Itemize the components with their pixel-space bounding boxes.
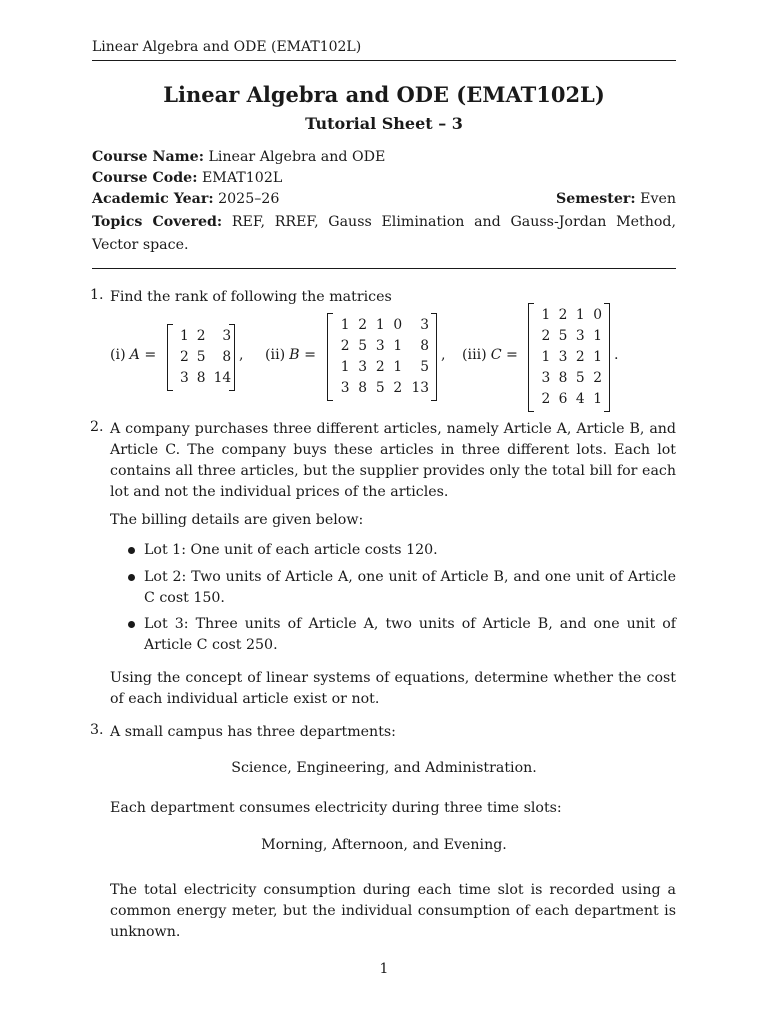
matrix-entry: 2 <box>541 327 551 344</box>
matrix-entry: 3 <box>558 348 568 365</box>
academic-year-line <box>92 191 279 207</box>
question-3-number: 3. <box>90 722 104 738</box>
matrix-entry: 2 <box>180 348 189 365</box>
academic-year-label: Academic Year: <box>92 191 214 207</box>
question-3-closing: The total electricity consumption during each time slot is recorded using a common energy meter, but the individual consumption of each department is unknown. <box>110 882 676 940</box>
question-3-slots: Morning, Afternoon, and Evening. <box>261 837 507 853</box>
matrix-entry: 1 <box>375 317 385 333</box>
matrix-entry: 1 <box>340 317 350 333</box>
matrix-row <box>533 368 605 389</box>
matrix-trailing-punctuation: . <box>614 347 619 363</box>
matrix-entry: 1 <box>541 306 551 323</box>
matrix-entry: 5 <box>358 338 368 354</box>
matrix-entry: 5 <box>575 369 585 386</box>
matrix-label-variable: B <box>289 347 300 363</box>
section-rule <box>92 268 676 269</box>
matrix-label-variable: C <box>490 347 502 363</box>
question-1-text: Find the rank of following the matrices <box>110 289 392 305</box>
course-name-value: Linear Algebra and ODE <box>208 149 386 165</box>
matrix-entry: 1 <box>593 327 602 344</box>
document-title: Linear Algebra and ODE (EMAT102L) <box>163 82 605 107</box>
matrix-a <box>167 324 235 391</box>
matrix-label: (iii) C = <box>462 347 518 363</box>
question-2-bullet-2: Lot 2: Two units of Article A, one unit of Article B, and one unit of Article C cost 150. <box>144 569 676 606</box>
matrix-row <box>533 347 605 368</box>
running-head: Linear Algebra and ODE (EMAT102L) <box>92 39 362 55</box>
semester-label: Semester: <box>555 191 636 207</box>
matrix-entry: 3 <box>575 327 585 344</box>
matrix-label-variable: A <box>129 347 140 363</box>
matrix-b <box>327 313 437 401</box>
matrix-entry: 8 <box>558 369 568 386</box>
matrix-entry: 13 <box>411 380 429 396</box>
matrix-entry: 3 <box>420 317 429 333</box>
topics-line <box>92 211 676 257</box>
course-name-line <box>92 149 385 165</box>
matrix-label-roman: (ii) <box>265 347 286 363</box>
academic-year-value: 2025–26 <box>218 191 280 207</box>
matrix-c <box>528 303 610 412</box>
matrix-entry: 6 <box>558 390 568 407</box>
header-rule <box>92 60 676 61</box>
semester-value: Even <box>640 191 676 207</box>
matrix-row <box>332 315 432 336</box>
matrix-entry: 5 <box>558 327 568 344</box>
matrix-entry: 1 <box>340 359 350 375</box>
question-3-departments: Science, Engineering, and Administration. <box>231 760 537 776</box>
matrix-right-bracket <box>229 324 235 391</box>
semester-line <box>556 191 676 207</box>
matrix-row <box>533 305 605 326</box>
matrix-entry: 0 <box>393 317 403 333</box>
question-1-number: 1. <box>90 287 104 303</box>
matrix-entry: 3 <box>180 369 189 386</box>
matrix-entry: 3 <box>375 338 385 354</box>
matrix-entry: 5 <box>420 359 429 375</box>
matrix-entry: 1 <box>180 327 189 344</box>
matrix-row <box>533 389 605 410</box>
matrix-right-bracket <box>604 303 610 412</box>
question-2-text: A company purchases three different articles, namely Article A, Article B, and Article C. The company buys these articles in three different lots. Each lot contains all three articles, but the supplier provides only the total bill for each lot and not the individual prices of the articles. <box>110 421 676 500</box>
matrix-entry: 5 <box>196 348 206 365</box>
matrix-entry: 8 <box>420 338 429 354</box>
matrix-entry: 3 <box>222 327 232 344</box>
bullet-dot <box>128 574 135 581</box>
matrix-entry: 14 <box>213 369 232 386</box>
question-2-closing: Using the concept of linear systems of equations, determine whether the cost of each individual article exist or not. <box>110 670 676 707</box>
matrix-trailing-punctuation: , <box>441 347 446 363</box>
course-code-line <box>92 170 282 186</box>
matrix-entry: 3 <box>340 380 350 396</box>
matrix-entry: 3 <box>358 359 368 375</box>
matrix-entry: 1 <box>393 338 403 354</box>
matrix-row <box>533 326 605 347</box>
matrix-entry: 1 <box>393 359 403 375</box>
matrix-entry: 3 <box>541 369 551 386</box>
matrix-entry: 1 <box>541 348 551 365</box>
matrix-row <box>332 336 432 357</box>
matrix-row <box>172 368 234 389</box>
matrix-label: (ii) B = <box>265 347 316 363</box>
matrix-row <box>172 347 234 368</box>
matrix-entry: 2 <box>541 390 551 407</box>
question-3-text: A small campus has three departments: <box>110 724 396 740</box>
question-2-bullet-3: Lot 3: Three units of Article A, two units of Article B, and one unit of Article C cost 250. <box>144 616 676 653</box>
matrix-entry: 8 <box>358 380 368 396</box>
matrix-entry: 8 <box>222 348 232 365</box>
document-subtitle: Tutorial Sheet – 3 <box>305 114 463 133</box>
matrix-entry: 2 <box>393 380 403 396</box>
question-3-slots-intro: Each department consumes electricity during three time slots: <box>110 800 562 816</box>
matrix-entry: 2 <box>375 359 385 375</box>
matrix-entry: 2 <box>575 348 585 365</box>
course-name-label: Course Name: <box>92 149 204 165</box>
page-number: 1 <box>379 961 389 977</box>
matrix-entry: 2 <box>196 327 206 344</box>
matrix-entry: 4 <box>575 390 585 407</box>
matrix-label-roman: (i) <box>110 347 126 363</box>
matrix-entry: 8 <box>196 369 206 386</box>
matrix-trailing-punctuation: , <box>239 347 244 363</box>
course-code-value: EMAT102L <box>201 170 283 186</box>
matrix-row <box>172 326 234 347</box>
matrix-entry: 2 <box>340 338 350 354</box>
bullet-dot <box>128 547 135 554</box>
matrix-entry: 5 <box>375 380 385 396</box>
question-2-number: 2. <box>90 419 104 435</box>
bullet-dot <box>128 621 135 628</box>
matrix-entry: 1 <box>593 348 602 365</box>
topics-value: REF, RREF, Gauss Elimination and Gauss-Jordan Method, Vector space. <box>92 214 677 253</box>
matrix-entry: 1 <box>593 390 602 407</box>
matrix-label-roman: (iii) <box>462 347 487 363</box>
matrix-entry: 2 <box>593 369 602 386</box>
matrix-entry: 2 <box>358 317 368 333</box>
matrix-right-bracket <box>431 313 437 401</box>
matrix-row <box>332 357 432 378</box>
matrix-row <box>332 378 432 399</box>
matrix-entry: 1 <box>575 306 585 323</box>
question-2-bullet-1: Lot 1: One unit of each article costs 120. <box>144 542 438 558</box>
matrix-label: (i) A = <box>110 347 157 363</box>
matrix-entry: 0 <box>593 306 602 323</box>
question-2-billing-intro: The billing details are given below: <box>110 512 364 528</box>
matrix-entry: 2 <box>558 306 568 323</box>
course-code-label: Course Code: <box>92 170 198 186</box>
topics-label: Topics Covered: <box>92 214 223 230</box>
